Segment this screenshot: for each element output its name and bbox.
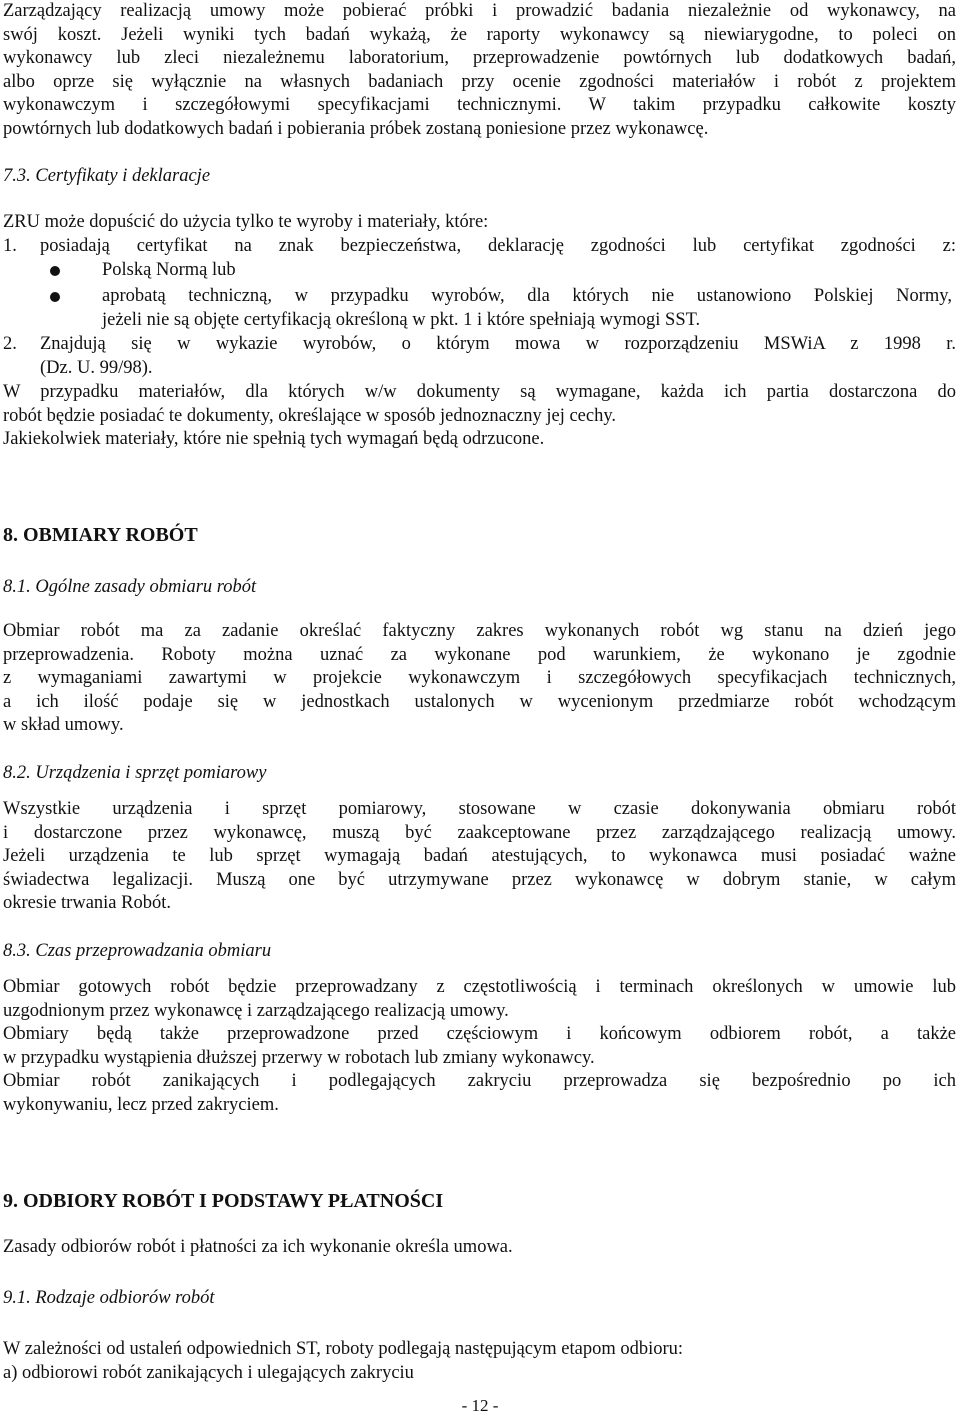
text-line: jeżeli nie są objęte certyfikacją określoną w pkt. 1 i które spełniają wymogi SST. [102, 309, 701, 330]
section-8-2-paragraph [3, 798, 956, 916]
text-line: okresie trwania Robót. [3, 893, 171, 913]
text-line: z wymaganiami zawartymi w projekcie wykonawczym i szczegółowych specyfikacjach technicznych, [3, 668, 956, 688]
text-line: i dostarczone przez wykonawcę, muszą być zaakceptowane przez zarządzającego realizacją umowy. [3, 822, 956, 843]
section-8-2-heading: 8.2. Urządzenia i sprzęt pomiarowy [3, 763, 267, 783]
list-number: 2. [3, 334, 17, 354]
list-item-1 [0, 235, 960, 259]
text-line: a) odbiorowi robót zanikających i ulegających zakryciu [3, 1362, 414, 1383]
text-line: W zależności od ustaleń odpowiednich ST, roboty podlegają następującym etapom odbioru: [3, 1339, 684, 1359]
text-line: Zarządzający realizacją umowy może pobierać próbki i prowadzić badania niezależnie od wykonawcy, na [3, 1, 956, 21]
text-line: Obmiary będą także przeprowadzone przed częściowym i końcowym odbiorem robót, a także [3, 1024, 956, 1044]
text-line: wykonywaniu, lecz przed zakryciem. [3, 1094, 279, 1115]
text-line: Wszystkie urządzenia i sprzęt pomiarowy, stosowane w czasie dokonywania obmiaru robót [3, 799, 956, 819]
intro-paragraph [3, 0, 956, 141]
text-line: uzgodnionym przez wykonawcę i zarządzającego realizacją umowy. [3, 1000, 509, 1021]
text-line: swój koszt. Jeżeli wyniki tych badań wykażą, że raporty wykonawcy są niewiarygodne, to poleci on [3, 24, 956, 45]
section-8-1-paragraph [3, 620, 956, 738]
text-line: albo oprze się wyłącznie na własnych badaniach przy ocenie zgodności materiałów i robót z projektem [3, 71, 956, 92]
section-9-lead: Zasady odbiorów robót i płatności za ich wykonanie określa umowa. [3, 1237, 513, 1257]
text-line: Jeżeli urządzenia te lub sprzęt wymagają badań atestujących, to wykonawca musi posiadać ważne [3, 846, 956, 866]
bullet-icon [50, 292, 60, 302]
section-9-1-paragraph [3, 1338, 956, 1385]
text-line: przeprowadzenia. Roboty można uznać za wykonane pod warunkiem, że wykonano je zgodnie [3, 644, 956, 665]
text-line: powtórnych lub dodatkowych badań i pobierania próbek zostaną poniesione przez wykonawcę. [3, 118, 709, 139]
section-9-1-heading: 9.1. Rodzaje odbiorów robót [3, 1288, 215, 1308]
text-line: Obmiar robót ma za zadanie określać faktyczny zakres wykonanych robót wg stanu na dzień jego [3, 621, 956, 641]
section-8-3-paragraph [3, 976, 956, 1117]
text-line: Obmiar robót zanikających i podlegających zakryciu przeprowadza się bezpośrednio po ich [3, 1071, 956, 1091]
section-9-heading: 9. ODBIORY ROBÓT I PODSTAWY PŁATNOŚCI [3, 1190, 444, 1212]
list-text [40, 333, 956, 380]
text-line: w skład umowy. [3, 715, 124, 735]
list-number: 1. [3, 236, 17, 256]
section-8-3-heading: 8.3. Czas przeprowadzania obmiaru [3, 941, 272, 961]
section-7-3-paragraph-1 [3, 381, 956, 428]
bullet-icon [50, 266, 60, 276]
bullet-text [102, 285, 952, 332]
text-line: wykonawcy lub zleci niezależnemu laboratorium, przeprowadzenie powtórnych lub dodatkowych badań, [3, 48, 956, 68]
section-7-3-lead: ZRU może dopuścić do użycia tylko te wyroby i materiały, które: [3, 212, 489, 232]
text-line: wykonawczym i szczegółowymi specyfikacjami technicznymi. W takim przypadku całkowite koszty [3, 95, 956, 115]
bullet-item-2 [0, 285, 956, 333]
text-line: robót będzie posiadać te dokumenty, określające w sposób jednoznaczny jej cechy. [3, 405, 617, 426]
text-line: W przypadku materiałów, dla których w/w dokumenty są wymagane, każda ich partia dostarczona do [3, 382, 956, 402]
section-7-3-paragraph-2: Jakiekolwiek materiały, które nie spełnią tych wymagań będą odrzucone. [3, 429, 545, 449]
page-number: - 12 - [461, 1396, 499, 1415]
list-item-2 [0, 333, 960, 381]
list-text: posiadają certyfikat na znak bezpieczeństwa, deklarację zgodności lub certyfikat zgodności z: [40, 236, 956, 256]
text-line: Znajdują się w wykazie wyrobów, o którym mowa w rozporządzeniu MSWiA z 1998 r. [40, 334, 956, 354]
text-line: świadectwa legalizacji. Muszą one być utrzymywane przez wykonawcę w dobrym stanie, w całym [3, 869, 956, 890]
text-line: a ich ilość podaje się w jednostkach ustalonych w wycenionym przedmiarze robót wchodzącym [3, 691, 956, 712]
bullet-item-1 [0, 259, 956, 283]
text-line: Obmiar gotowych robót będzie przeprowadzany z częstotliwością i terminach określonych w umowie lub [3, 977, 956, 997]
section-7-3-heading: 7.3. Certyfikaty i deklaracje [3, 166, 211, 186]
text-line: w przypadku wystąpienia dłuższej przerwy w robotach lub zmiany wykonawcy. [3, 1047, 595, 1068]
text-line: (Dz. U. 99/98). [40, 357, 153, 378]
section-8-heading: 8. OBMIARY ROBÓT [3, 524, 198, 546]
section-8-1-heading: 8.1. Ogólne zasady obmiaru robót [3, 577, 257, 597]
text-line: aprobatą techniczną, w przypadku wyrobów, dla których nie ustanowiono Polskiej Normy, [102, 286, 952, 306]
bullet-text: Polską Normą lub [102, 260, 236, 280]
